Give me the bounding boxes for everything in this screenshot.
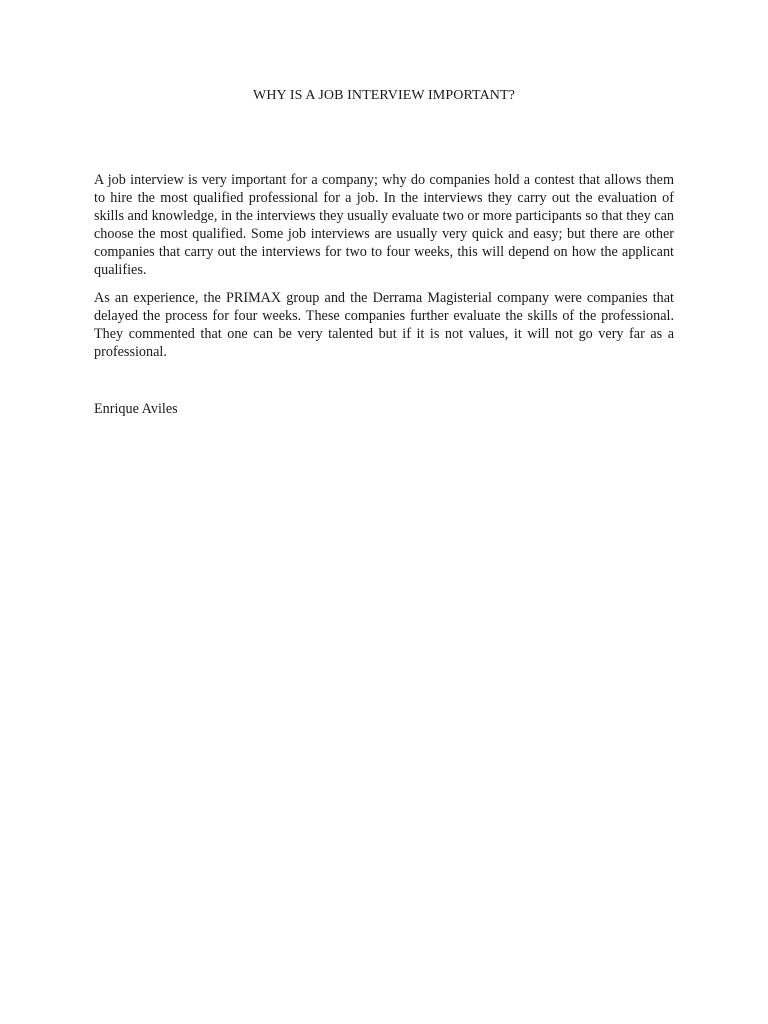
author-signature: Enrique Aviles <box>94 401 178 417</box>
paragraph-1: A job interview is very important for a company; why do companies hold a contest that allows them to hire the most qualified professional for a job. In the interviews they carry out the evaluation of skills and knowledge, in the interviews they usually evaluate two or more participants so that they can choose the most qualified. Some job interviews are usually very quick and easy; but there are other companies that carry out the interviews for two to four weeks, this will depend on how the applicant qualifies. <box>94 172 674 278</box>
document-body <box>94 171 674 371</box>
document-title: WHY IS A JOB INTERVIEW IMPORTANT? <box>253 88 515 103</box>
paragraph-2: As an experience, the PRIMAX group and the Derrama Magisterial company were companies that delayed the process for four weeks. These companies further evaluate the skills of the professional. They commented that one can be very talented but if it is not values, it will not go very far as a professional. <box>94 290 674 360</box>
